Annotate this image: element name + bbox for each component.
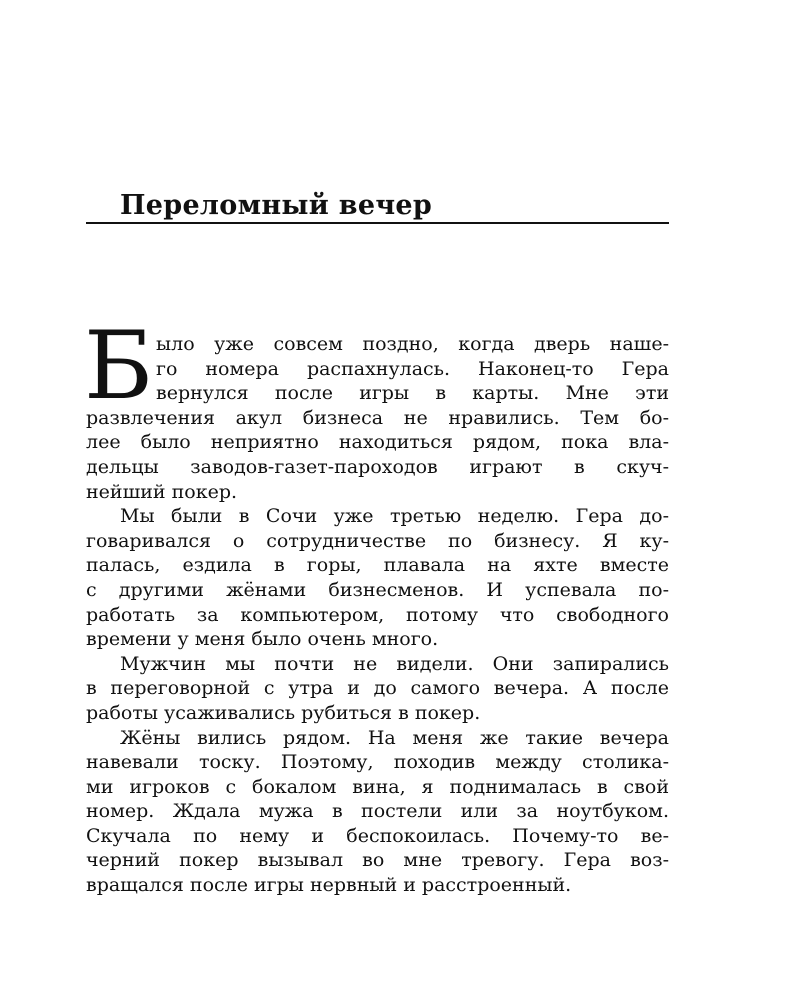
body-text <box>84 312 669 898</box>
text-line: ыло уже совсем поздно, когда дверь наше- <box>156 333 669 355</box>
text-line: нейший покер. <box>86 480 238 503</box>
text-line: черний покер вызывал во мне тревогу. Гера воз- <box>86 849 669 872</box>
paragraph-3 <box>86 652 669 726</box>
text-line: с другими жёнами бизнесменов. И успевала по- <box>86 578 669 601</box>
text-line: развлечения акул бизнеса не нравились. Тем бо- <box>86 406 669 429</box>
text-line: ми игроков с бокалом вина, я поднималась в свой <box>86 775 669 798</box>
text-line: работать за компьютером, потому что свободного <box>86 603 669 626</box>
text-line: Жёны вились рядом. На меня же такие вечера <box>120 726 669 749</box>
text-line: номер. Ждала мужа в постели или за ноутбуком. <box>86 800 669 823</box>
text-line: го номера распахнулась. Наконец-то Гера <box>156 357 669 380</box>
title-rule <box>86 222 669 224</box>
text-line: Мужчин мы почти не видели. Они запирались <box>120 652 669 675</box>
text-line: лее было неприятно находиться рядом, пока вла- <box>86 431 669 454</box>
text-line: Скучала по нему и беспокоилась. Почему-то ве- <box>86 824 669 847</box>
text-line: дельцы заводов-газет-пароходов играют в скуч- <box>86 455 669 478</box>
text-line: Мы были в Сочи уже третью неделю. Гера до- <box>120 505 669 528</box>
text-line: вращался после игры нервный и расстроенный. <box>86 874 572 897</box>
text-line: в переговорной с утра и до самого вечера. А после <box>86 677 669 700</box>
text-line: вернулся после игры в карты. Мне эти <box>156 382 669 405</box>
text-line: навевали тоску. Поэтому, походив между столика- <box>86 751 669 774</box>
drop-cap: Б <box>84 312 154 421</box>
text-line: палась, ездила в горы, плавала на яхте вместе <box>86 554 669 577</box>
paragraph-1 <box>84 312 669 504</box>
text-line: времени у меня было очень много. <box>86 628 439 651</box>
text-line: говаривался о сотрудничестве по бизнесу. Я ку- <box>86 529 669 552</box>
paragraph-4 <box>86 726 669 898</box>
chapter-title: Переломный вечер <box>120 190 433 221</box>
paragraph-2 <box>86 504 669 652</box>
text-line: работы усаживались рубиться в покер. <box>86 701 481 724</box>
